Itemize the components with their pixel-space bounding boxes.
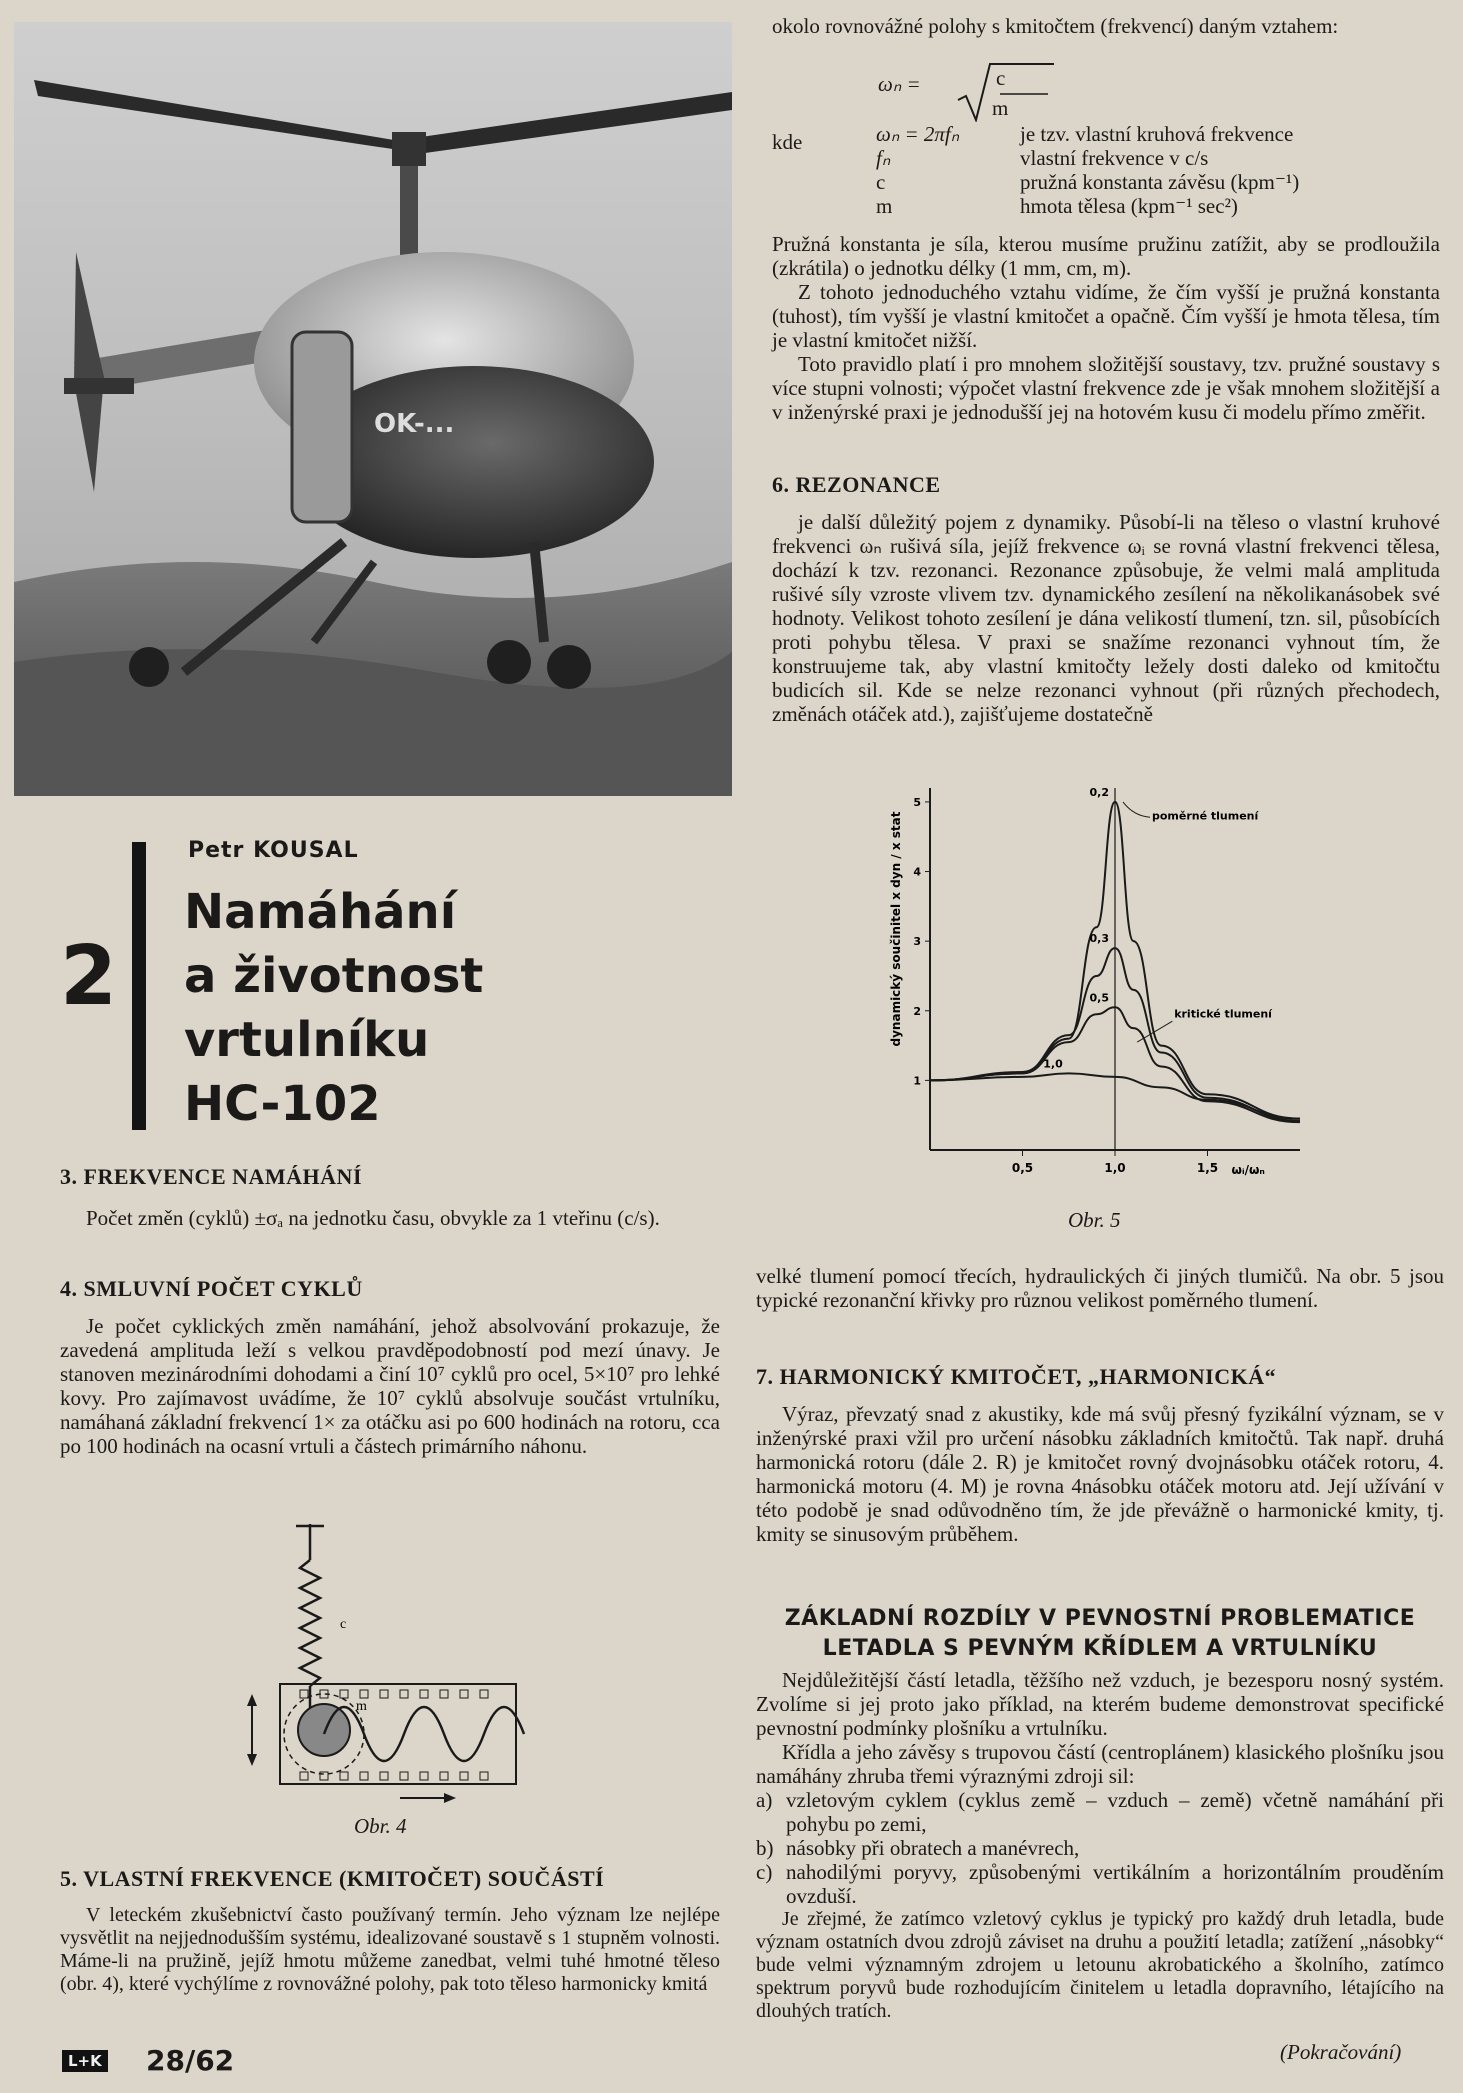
formula-numerator: c — [996, 66, 1006, 90]
definition-symbol: fₙ — [876, 146, 891, 170]
formula-definitions — [876, 122, 1299, 218]
resonance-chart — [880, 776, 1320, 1192]
definition-symbol: m — [876, 194, 893, 218]
column2-paragraph-3: Toto pravidlo platí i pro mnohem složitější soustavy, tzv. pružné soustavy s více stupni volnosti; výpočet vlastní frekvence zde je však mnohem složitější a v inženýrské praxi je jednodušší jej na hotovém kusu či modelu přímo změřit. — [772, 352, 1440, 424]
y-tick-label: 1 — [913, 1074, 921, 1088]
formula-denominator: m — [992, 96, 1009, 120]
magazine-logo: L+K — [62, 2050, 108, 2072]
definition-row — [876, 194, 1299, 218]
x-tick-label: 1,0 — [1104, 1161, 1126, 1175]
section-3-heading: 3. FREKVENCE NAMÁHÁNÍ — [60, 1164, 362, 1189]
title-line: Namáhání — [184, 884, 457, 940]
figure-4 — [240, 1520, 530, 1810]
x-tick-label: 1,5 — [1196, 1161, 1219, 1175]
series-label: 0,2 — [1089, 785, 1109, 799]
y-axis-label: dynamický součinitel x dyn / x stat — [889, 811, 903, 1047]
helicopter-image — [14, 22, 732, 796]
y-tick-label: 4 — [913, 865, 921, 879]
section-8-paragraph-1: Nejdůležitější částí letadla, těžšího než vzduch, je bezesporu nosný systém. Zvolíme si jej proto jako příklad, na kterém budeme demonstrovat specifické pevnostní podmínky plošníku a vrtulníku. — [756, 1668, 1444, 1740]
list-text: násobky při obratech a manévrech, — [786, 1836, 1080, 1860]
page-number: 28/62 — [146, 2044, 235, 2077]
y-tick-label: 2 — [913, 1004, 921, 1018]
heading-line: LETADLA S PEVNÝM KŘÍDLEM A VRTULNÍKU — [822, 1636, 1378, 1661]
title-line: HC-102 — [184, 1076, 381, 1132]
section-7-text: Výraz, převzatý snad z akustiky, kde má svůj přesný fyzikální význam, se v inženýrské praxi vžil pro určení násobku základních kmitočtů. Tak např. druhá harmonická rotoru (dále 2. R) je kmitočet rovný dvojnásobku otáček rotoru, 4. harmonická motoru (4. M) je rovna 4násobku otáček motoru atd. Její užívání v této podobě je snad odůvodněno tím, že jde převážně o harmonické kmity, tj. kmity se sinusovým průběhem. — [756, 1402, 1444, 1546]
series-label: 0,5 — [1089, 991, 1109, 1005]
annotation-leader — [1123, 802, 1150, 817]
definition-row — [876, 122, 1299, 146]
definition-text: pružná konstanta závěsu (kpm⁻¹) — [1020, 170, 1300, 194]
title-bar — [132, 842, 146, 1130]
formula-lhs: ωₙ = — [878, 72, 921, 96]
list-text: nahodilými poryvy, způsobenými vertikálním a horizontálním prouděním ovzduší. — [786, 1860, 1444, 1908]
definition-text: vlastní frekvence v c/s — [1020, 146, 1209, 170]
section-6-heading: 6. REZONANCE — [772, 472, 941, 497]
column2-paragraph-4: velké tlumení pomocí třecích, hydraulických či jiných tlumičů. Na obr. 5 jsou typické rezonanční křivky pro různou velikost poměrného tlumení. — [756, 1264, 1444, 1312]
list-text: vzletovým cyklem (cyklus země – vzduch – země) včetně namáhání při pohybu po zemi, — [786, 1788, 1444, 1836]
author: Petr KOUSAL — [188, 838, 359, 863]
heading-line: ZÁKLADNÍ ROZDÍLY V PEVNOSTNÍ PROBLEMATICE — [784, 1606, 1416, 1631]
definition-text: je tzv. vlastní kruhová frekvence — [1020, 122, 1294, 146]
definition-text: hmota tělesa (kpm⁻¹ sec²) — [1020, 194, 1238, 218]
section-8-heading — [756, 1604, 1444, 1664]
series-label: 1,0 — [1043, 1057, 1063, 1071]
spring-icon — [300, 1560, 320, 1686]
mass-icon — [298, 1704, 350, 1756]
column2-intro: okolo rovnovážné polohy s kmitočtem (frekvencí) daným vztahem: — [772, 14, 1339, 38]
label-c: c — [340, 1617, 347, 1632]
section-5-heading: 5. VLASTNÍ FREKVENCE (KMITOČET) SOUČÁSTÍ — [60, 1866, 605, 1891]
title-line: vrtulníku — [184, 1012, 430, 1068]
definition-row — [876, 146, 1299, 170]
column2-paragraph-1: Pružná konstanta je síla, kterou musíme pružinu zatížit, aby se prodloužila (zkrátila) o jednotku délky (1 mm, cm, m). — [772, 232, 1440, 280]
section-8-list — [756, 1788, 1444, 1908]
list-mark: b) — [756, 1836, 774, 1860]
part-number: 2 — [60, 929, 118, 1024]
label-m: m — [356, 1699, 367, 1714]
series-label: 0,3 — [1089, 932, 1109, 946]
x-axis-label: ωᵢ/ωₙ — [1231, 1163, 1265, 1177]
section-6-text: je další důležitý pojem z dynamiky. Působí-li na těleso o vlastní kruhové frekvenci ωₙ rušivá síla, jejíž frekvence ωᵢ se rovná vlastní frekvenci tělesa, dochází k tzv. rezonanci. Rezonance způsobuje, že velmi malá amplituda rušivé síly vzroste vlivem tzv. dynamického zesílení na několikanásobek své hodnoty. Velikost tohoto zesílení je dána velikostí tlumení, tzn. sil, působících proti pohybu tělesa. V praxi se snažíme rezonanci vyhnout tím, že konstruujeme tak, aby vlastní kmitočty ležely dosti daleko od kmitočtu budicích sil. Kde se nelze rezonanci vyhnout (při různých přechodech, změnách otáček atd.), zajišťujeme dostatečně — [772, 510, 1440, 726]
section-3-text: Počet změn (cyklů) ±σₐ na jednotku času, obvykle za 1 vteřinu (c/s). — [86, 1206, 660, 1230]
definition-symbol: ωₙ = 2πfₙ — [876, 122, 960, 146]
figure-5-caption: Obr. 5 — [1068, 1208, 1121, 1232]
formula-block — [878, 72, 921, 96]
definition-row — [876, 170, 1299, 194]
y-tick-label: 5 — [913, 795, 921, 809]
section-5-text: V leteckém zkušebnictví často používaný termín. Jeho význam lze nejlépe vysvětlit na nejjednodušším systému, idealizované soustavě s 1 stupněm volnosti. Máme-li na pružině, jejíž hmotu můžeme zanedbat, velmi tuhé hmotné těleso (obr. 4), které vychýlíme z rovnovážné polohy, pak toto těleso harmonicky kmitá — [60, 1904, 720, 1995]
section-4-text: Je počet cyklických změn namáhání, jehož absolvování prokazuje, že zavedená amplituda leží s velkou pravděpodobností pod mezí únavy. Je stanoven mezinárodními dohodami a činí 10⁷ cyklů pro ocel, 5×10⁷ pro lehké kovy. Pro zajímavost uvádíme, že 10⁷ cyklů absolvuje součást vrtulníku, namáhaná základní frekvencí 1× za otáčku asi po 600 hodinách na rotoru, cca po 100 hodinách na ocasní vrtuli a částech primárního náhonu. — [60, 1314, 720, 1458]
registration-marking: OK-... — [374, 409, 455, 439]
section-8-paragraph-2: Křídla a jeho závěsy s trupovou částí (centroplánem) klasického plošníku jsou namáhány zhruba třemi výraznými zdroji sil: — [756, 1740, 1444, 1788]
section-4-heading: 4. SMLUVNÍ POČET CYKLŮ — [60, 1276, 363, 1301]
title-line: a životnost — [184, 948, 484, 1004]
section-8-paragraph-3: Je zřejmé, že zatímco vzletový cyklus je typický pro každý druh letadla, bude význam ostatních dvou zdrojů záviset na druhu a použití letadla; zatížení „násobky“ bude velmi významným zdrojem u letounu akrobatického a školního, zatímco spektrum poryvů bude rozhodujícím činitelem u letadla dopravního, létajícího na dlouhých tratích. — [756, 1908, 1444, 2022]
figure-5-chart — [880, 776, 1320, 1192]
list-item — [756, 1860, 1444, 1908]
article-title — [184, 880, 483, 1136]
figure-4-caption: Obr. 4 — [354, 1814, 407, 1838]
x-tick-label: 0,5 — [1011, 1161, 1034, 1175]
helicopter-photo — [14, 22, 732, 796]
list-mark: c) — [756, 1860, 773, 1884]
column2-paragraph-2: Z tohoto jednoduchého vztahu vidíme, že čím vyšší je pružná konstanta (tuhost), tím vyšší je vlastní kmitočet a opačně. Čím vyšší je hmota tělesa, tím je vlastní kmitočet nižší. — [772, 280, 1440, 352]
spring-mass-diagram — [240, 1520, 530, 1810]
section-7-heading: 7. HARMONICKÝ KMITOČET, „HARMONICKÁ“ — [756, 1364, 1277, 1389]
list-mark: a) — [756, 1788, 773, 1812]
definition-symbol: c — [876, 170, 886, 194]
sine-trace — [324, 1707, 524, 1761]
formula-kde: kde — [772, 130, 803, 154]
list-item — [756, 1788, 1444, 1836]
continued-note: (Pokračování) — [1280, 2040, 1402, 2064]
list-item — [756, 1836, 1444, 1860]
annotation-label: kritické tlumení — [1174, 1007, 1272, 1021]
annotation-label: poměrné tlumení — [1152, 809, 1259, 823]
y-tick-label: 3 — [913, 935, 921, 949]
